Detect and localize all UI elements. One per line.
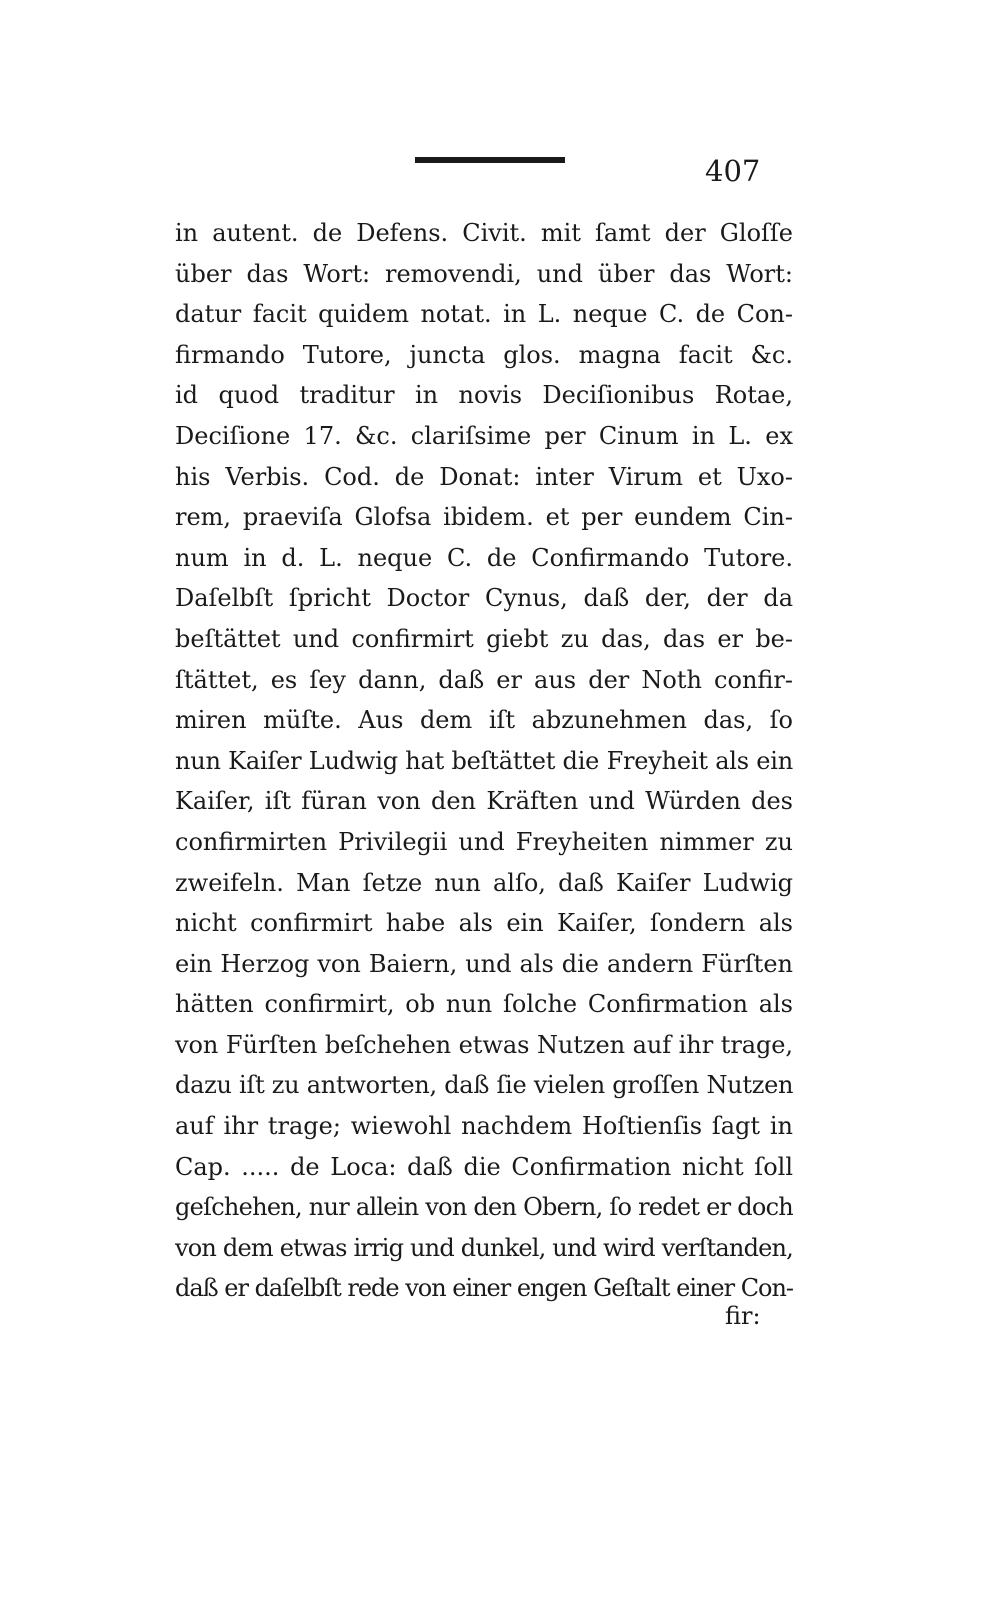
text-line: dazu iſt zu antworten, daß ſie vielen groſſen Nutzen <box>175 1071 793 1100</box>
text-line: in autent. de Defens. Civit. mit ſamt der Gloſſe <box>175 219 793 247</box>
text-line: über das Wort: removendi, und über das Wort: <box>175 259 793 288</box>
text-line: auf ihr trage; wiewohl nachdem Hoſtienſis ſagt in <box>175 1112 793 1141</box>
text-line: num in d. L. neque C. de Confirmando Tutore. <box>175 543 793 572</box>
text-line: von Fürſten beſchehen etwas Nutzen auf ihr trage, <box>175 1030 793 1059</box>
text-line: Daſelbſt ſpricht Doctor Cynus, daß der, der da <box>175 584 793 613</box>
text-line: von dem etwas irrig und dunkel, und wird verſtanden, <box>175 1233 793 1262</box>
text-line: datur facit quidem notat. in L. neque C. de Con- <box>175 300 793 329</box>
text-line: rem, praeviſa Glofsa ibidem. et per eundem Cin- <box>175 503 793 532</box>
text-line: Cap. ..... de Loca: daß die Confirmation nicht ſoll <box>175 1152 793 1181</box>
text-line: zweifeln. Man ſetze nun alſo, daß Kaiſer Ludwig <box>175 868 793 897</box>
text-line: ein Herzog von Baiern, und als die andern Fürſten <box>175 949 793 978</box>
text-line: Deciſione 17. &c. clariſsime per Cinum in L. ex <box>175 421 793 450</box>
text-line: geſchehen, nur allein von den Obern, ſo redet er doch <box>175 1193 793 1222</box>
text-line: nun Kaiſer Ludwig hat beſtättet die Freyheit als ein <box>175 746 793 775</box>
text-line: firmando Tutore, juncta glos. magna facit &c. <box>175 340 793 369</box>
text-line: confirmirten Privilegii und Freyheiten nimmer zu <box>175 827 793 856</box>
page-number: 407 <box>705 154 761 188</box>
text-line: ſtättet, es ſey dann, daß er aus der Noth confir- <box>175 665 793 694</box>
text-line: Kaiſer, iſt füran von den Kräften und Würden des <box>175 787 793 816</box>
text-line: daß er daſelbſt rede von einer engen Geſtalt einer Con- <box>175 1274 793 1303</box>
body-text <box>175 213 793 1309</box>
header-rule <box>415 157 565 163</box>
catchword: fir: <box>725 1302 761 1330</box>
text-line: his Verbis. Cod. de Donat: inter Virum et Uxo- <box>175 462 793 491</box>
text-line: beſtättet und confirmirt giebt zu das, das er be- <box>175 624 793 653</box>
text-line: miren müſte. Aus dem iſt abzunehmen das, ſo <box>175 706 793 735</box>
text-line: hätten confirmirt, ob nun ſolche Confirmation als <box>175 990 793 1019</box>
text-line: id quod traditur in novis Deciſionibus Rotae, <box>175 381 793 410</box>
text-line: nicht confirmirt habe als ein Kaiſer, ſondern als <box>175 909 793 938</box>
